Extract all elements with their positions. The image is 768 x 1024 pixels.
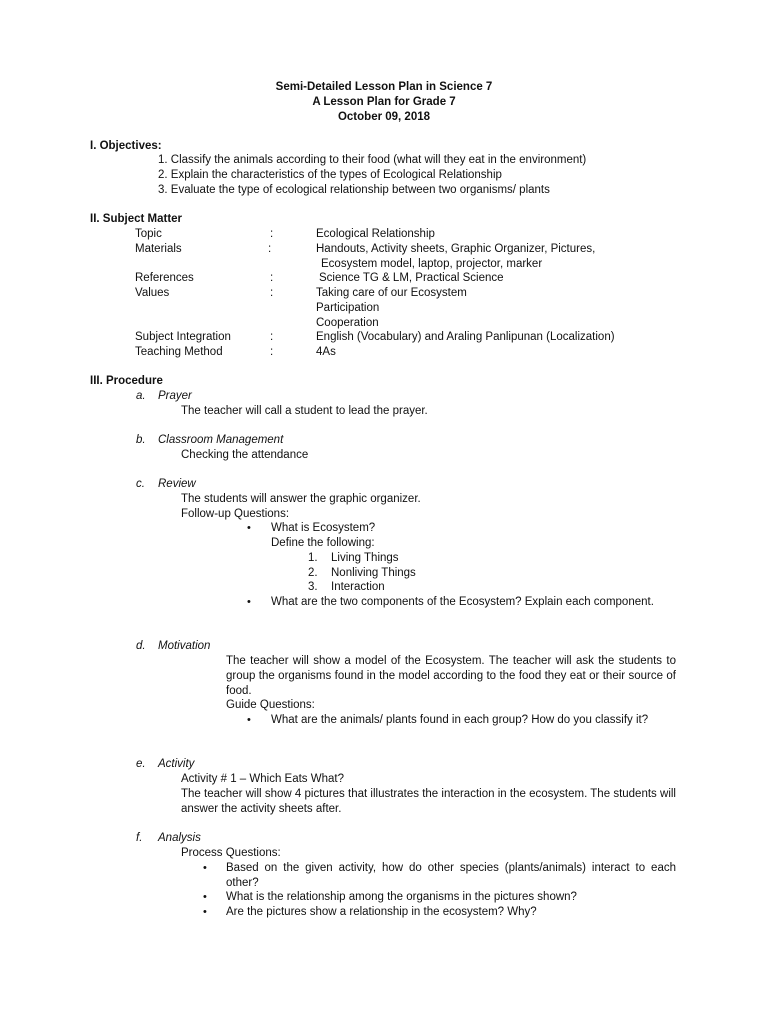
activity-text: The teacher will show 4 pictures that illustrates the interaction in the ecosystem. The students will answer the activity sheets after. [181,788,676,815]
materials-label: Materials [135,243,182,255]
topic-value: Ecological Relationship [316,228,435,240]
materials-value: Handouts, Activity sheets, Graphic Organizer, Pictures, [316,243,596,255]
bullet-icon: • [247,714,251,726]
step-letter: a. [136,390,146,402]
define-list-item: Interaction [331,581,385,593]
subject-matter-heading: II. Subject Matter [90,213,183,225]
document-subtitle: A Lesson Plan for Grade 7 [312,96,456,108]
review-question-2: What are the two components of the Ecosystem? Explain each component. [271,596,654,608]
subject-integration-colon: : [270,331,274,343]
review-define-label: Define the following: [271,537,375,549]
step-title-prayer: Prayer [158,390,192,402]
analysis-question-2: What is the relationship among the organisms in the pictures shown? [226,891,577,903]
step-letter: d. [136,640,146,652]
step-title-motivation: Motivation [158,640,211,652]
step-title-review: Review [158,478,196,490]
analysis-question-1: Based on the given activity, how do other species (plants/animals) interact to each other? [226,862,676,889]
objective-item: 2. Explain the characteristics of the types of Ecological Relationship [158,169,502,181]
objective-item: 1. Classify the animals according to their food (what will they eat in the environment) [158,154,587,166]
document-date: October 09, 2018 [337,111,431,123]
define-list-item: Living Things [331,552,399,564]
values-colon: : [270,287,274,299]
teaching-method-value: 4As [316,346,336,358]
step-title-activity: Activity [158,758,195,770]
materials-colon: : [268,243,272,255]
step-title-analysis: Analysis [158,832,201,844]
define-list-number: 3. [308,581,318,593]
values-value-line-2: Participation [316,302,380,314]
bullet-icon: • [247,522,251,534]
motivation-guide-label: Guide Questions: [226,699,315,711]
define-list-number: 1. [308,552,318,564]
bullet-icon: • [203,891,207,903]
prayer-text: The teacher will call a student to lead the prayer. [181,405,428,417]
bullet-icon: • [203,906,207,918]
teaching-method-colon: : [270,346,274,358]
bullet-icon: • [203,862,207,874]
references-label: References [135,272,194,284]
procedure-heading: III. Procedure [90,375,163,387]
subject-integration-label: Subject Integration [135,331,231,343]
activity-title: Activity # 1 – Which Eats What? [181,773,344,785]
topic-label: Topic [135,228,162,240]
teaching-method-label: Teaching Method [135,346,223,358]
classroom-management-text: Checking the attendance [181,449,309,461]
motivation-text: The teacher will show a model of the Ecosystem. The teacher will ask the students to group the organisms found in the model according to the food they eat or their source of food. [226,655,676,697]
objective-item: 3. Evaluate the type of ecological relationship between two organisms/ plants [158,184,550,196]
analysis-question-3: Are the pictures show a relationship in the ecosystem? Why? [226,906,537,918]
review-text: The students will answer the graphic organizer. [181,493,421,505]
analysis-process-label: Process Questions: [181,847,281,859]
materials-value-line-2: Ecosystem model, laptop, projector, marker [321,258,543,270]
objectives-heading: I. Objectives: [90,140,162,152]
motivation-question-1: What are the animals/ plants found in each group? How do you classify it? [271,714,649,726]
review-followup-label: Follow-up Questions: [181,508,290,520]
step-letter: e. [136,758,146,770]
subject-integration-value: English (Vocabulary) and Araling Panlipunan (Localization) [316,331,615,343]
define-list-number: 2. [308,567,318,579]
step-letter: b. [136,434,146,446]
topic-colon: : [270,228,274,240]
step-letter: f. [136,832,143,844]
values-value: Taking care of our Ecosystem [316,287,467,299]
values-label: Values [135,287,170,299]
references-value: Science TG & LM, Practical Science [319,272,504,284]
review-question-1: What is Ecosystem? [271,522,376,534]
step-letter: c. [136,478,145,490]
references-colon: : [270,272,274,284]
define-list-item: Nonliving Things [331,567,416,579]
bullet-icon: • [247,596,251,608]
values-value-line-3: Cooperation [316,317,379,329]
document-title: Semi-Detailed Lesson Plan in Science 7 [275,81,493,93]
step-title-classroom-management: Classroom Management [158,434,284,446]
